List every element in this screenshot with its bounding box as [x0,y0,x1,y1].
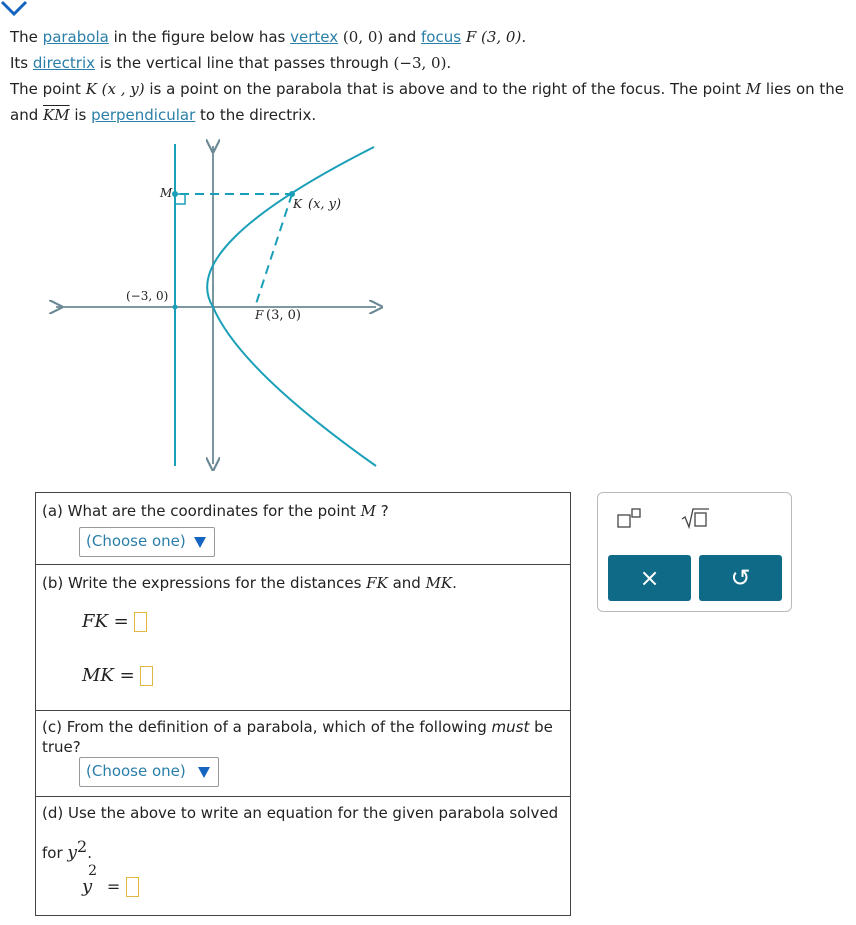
label-f: F [255,308,264,322]
parabola-figure [0,138,400,478]
point-directrix [173,305,178,310]
question-b-text: (b) Write the expressions for the distances FK and MK. [42,574,457,592]
question-d [36,797,570,915]
dropdown-arrow-icon [198,767,210,778]
math-toolbar [597,492,792,612]
y-squared-equation: $y^2$ = [82,873,139,897]
clear-button[interactable]: × [608,555,691,601]
label-k-coords: (x, y) [308,197,342,212]
sqrt-button[interactable] [680,506,710,530]
prompt-line-1: The parabola in the figure below has vertex (0, 0) and focus F (3, 0). [10,28,527,46]
question-a [36,493,570,565]
problem-statement [10,24,856,128]
question-b [36,565,570,711]
point-m [172,191,178,197]
prompt-line-3: The point K (x , y) is a point on the parabola that is above and to the right of the focus. The point M lies on the [10,80,845,98]
fk-equation: FK = [82,611,147,632]
perpendicular-link[interactable]: perpendicular [91,106,196,124]
question-c [36,711,570,797]
question-a-text: (a) What are the coordinates for the point M ? [42,502,389,520]
label-directrix-point: (−3, 0) [126,289,169,303]
vertex-link[interactable]: vertex [290,28,339,46]
question-d-text-2: for $y^2$. [42,837,92,863]
fk-dashed-segment [255,194,292,307]
focus-link[interactable]: focus [421,28,462,46]
superscript-button[interactable] [616,507,642,529]
mk-answer-input[interactable] [140,666,153,686]
undo-button[interactable]: ↺ [699,555,782,601]
fk-answer-input[interactable] [134,612,147,632]
question-panel [35,492,571,916]
label-k: K [293,197,302,211]
label-f-coords: (3, 0) [266,308,301,323]
question-c-text: (c) From the definition of a parabola, which of the following must be true? [42,718,553,756]
label-m: M [160,186,173,200]
prompt-line-2: Its directrix is the vertical line that passes through (−3, 0). [10,54,452,72]
point-m-dropdown[interactable]: (Choose one) [79,527,215,557]
question-d-text-1: (d) Use the above to write an equation for the given parabola solved [42,804,559,822]
prompt-line-4: and $\overline{KM}$ is perpendicular to the directrix. [10,106,317,124]
y-squared-answer-input[interactable] [126,877,139,897]
directrix-link[interactable]: directrix [32,54,95,72]
parabola-link[interactable]: parabola [42,28,109,46]
definition-dropdown[interactable]: (Choose one) [79,757,219,787]
dropdown-arrow-icon [194,537,206,548]
collapse-chevron-icon[interactable] [0,0,30,20]
mk-equation: MK = [82,665,153,686]
